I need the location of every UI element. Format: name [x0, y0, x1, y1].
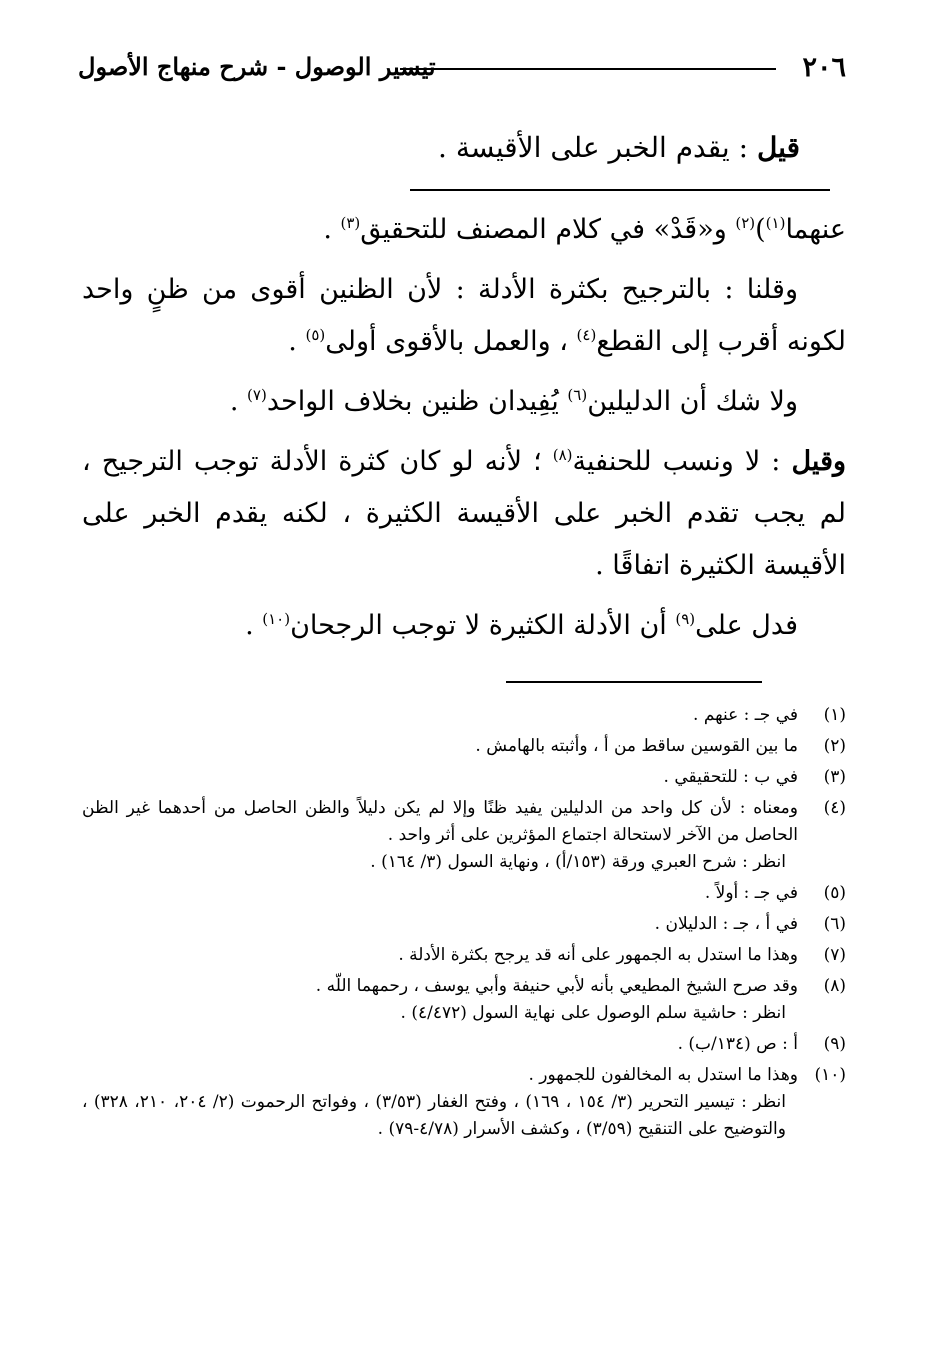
footnote-text: وهذا ما استدل به المخالفون للجمهور .	[528, 1065, 798, 1085]
footnote-ref: (٧)	[247, 386, 267, 404]
footnote-text: في أ ، جـ : الدليلان .	[654, 914, 798, 934]
quote-underline	[410, 189, 830, 191]
footnote	[82, 733, 846, 760]
body-text	[82, 204, 846, 652]
footnote-ref: (٣)	[340, 214, 361, 232]
footnote-reference: انظر : شرح العبري ورقة (١٥٣/أ) ، ونهاية السول (٣/ ١٦٤) .	[370, 852, 786, 872]
footnote-ref: (٢)	[735, 214, 756, 232]
footnote	[82, 911, 846, 938]
footnote-number: (٢)	[823, 736, 846, 756]
footnote-ref: (٤)	[576, 326, 597, 344]
page-number: ٢٠٦	[802, 52, 846, 83]
paragraph-lead: وقيل	[791, 446, 847, 477]
footnote-text: في ب : للتحقيقي .	[663, 767, 798, 787]
text-run: ، والعمل بالأقوى أولى	[325, 326, 577, 357]
quote-lead: قيل	[756, 131, 800, 164]
footnote-reference: انظر : تيسير التحرير (٣/ ١٥٤ ، ١٦٩) ، وفتح الغفار (٣/٥٣) ، وفواتح الرحموت (٢/ ٢٠٤، ٢١٠، ٣٢٨) ، والتوضيح على التنقيح (٣/٥٩) ، وكشف الأسرار (٤/٧٨-٧٩) .	[82, 1092, 787, 1139]
running-title: تيسير الوصول - شرح منهاج الأصول	[78, 52, 436, 81]
footnote-ref: (١٠)	[262, 610, 291, 628]
footnote	[82, 1031, 846, 1058]
footnote-number: (٣)	[823, 767, 846, 787]
quote-text: : يقدم الخبر على الأقيسة .	[438, 131, 757, 164]
footnote-text: في جـ : عنهم .	[693, 705, 798, 725]
footnote-text: أ : ص (١٣٤/ب) .	[677, 1034, 798, 1054]
text-run: .	[323, 214, 341, 245]
paragraph-3	[82, 376, 846, 428]
footnote-ref: (١)	[765, 214, 786, 232]
footnotes	[82, 702, 846, 1147]
footnote	[82, 880, 846, 907]
page-header	[78, 52, 846, 92]
paragraph-4	[82, 436, 846, 592]
footnote-ref: (٩)	[675, 610, 696, 628]
paragraph-5	[82, 600, 846, 652]
footnote-separator	[506, 681, 762, 683]
text-run: أن الأدلة الكثيرة لا توجب الرجحان	[290, 610, 676, 641]
footnote	[82, 795, 846, 876]
quoted-text	[438, 131, 800, 164]
header-rule	[400, 68, 776, 70]
footnote-ref: (٦)	[567, 386, 588, 404]
footnote-number: (٤)	[823, 798, 846, 818]
text-run: ؛ لأنه لو كان كثرة الأدلة توجب الترجيح ، لم يجب تقدم الخبر على الأقيسة الكثيرة ، لكنه يقدم الخبر على الأقيسة الكثيرة اتفاقًا .	[82, 446, 846, 581]
footnote	[82, 764, 846, 791]
footnote-number: (١٠)	[814, 1065, 846, 1085]
footnote-text: ما بين القوسين ساقط من أ ، وأثبته بالهامش .	[475, 736, 798, 756]
text-run: فدل على	[695, 610, 798, 641]
text-run: .	[229, 386, 248, 417]
footnote-number: (٦)	[823, 914, 846, 934]
footnote-text: في جـ : أولاً .	[704, 883, 798, 903]
footnote-text: وقد صرح الشيخ المطيعي بأنه لأبي حنيفة وأبي يوسف ، رحمهما اللّه .	[315, 976, 798, 996]
footnote-number: (٥)	[823, 883, 846, 903]
text-run: )	[755, 214, 766, 245]
footnote	[82, 973, 846, 1027]
footnote-number: (٨)	[823, 976, 846, 996]
footnote-text: وهذا ما استدل به الجمهور على أنه قد يرجح بكثرة الأدلة .	[398, 945, 798, 965]
footnote-text: ومعناه : لأن كل واحد من الدليلين يفيد ظنًا وإلا لم يكن دليلاً والظن الحاصل من أحدهما غير الظن الحاصل من الآخر لاستحالة اجتماع المؤثرين على أثر واحد .	[82, 798, 798, 845]
text-run: عنهما	[785, 214, 846, 245]
text-run: و«قَدْ» في كلام المصنف للتحقيق	[360, 214, 736, 245]
paragraph-1	[82, 204, 846, 256]
footnote-reference: انظر : حاشية سلم الوصول على نهاية السول (٤/٤٧٢) .	[400, 1003, 786, 1023]
footnote-ref: (٥)	[305, 326, 326, 344]
text-run: : لا ونسب للحنفية	[572, 446, 792, 477]
footnote	[82, 942, 846, 969]
footnote-ref: (٨)	[552, 446, 573, 464]
text-run: وقلنا : بالترجيح بكثرة الأدلة : لأن الظنين أقوى من ظنٍ واحد لكونه أقرب إلى القطع	[82, 274, 846, 357]
text-run: .	[288, 326, 306, 357]
footnote-number: (١)	[823, 705, 846, 725]
text-run: .	[245, 610, 263, 641]
paragraph-2	[82, 264, 846, 368]
text-run: يُفِيدان ظنين بخلاف الواحد	[266, 386, 568, 417]
footnote	[82, 702, 846, 729]
footnote-number: (٩)	[823, 1034, 846, 1054]
footnote-number: (٧)	[823, 945, 846, 965]
text-run: ولا شك أن الدليلين	[587, 386, 798, 417]
footnote	[82, 1062, 846, 1143]
